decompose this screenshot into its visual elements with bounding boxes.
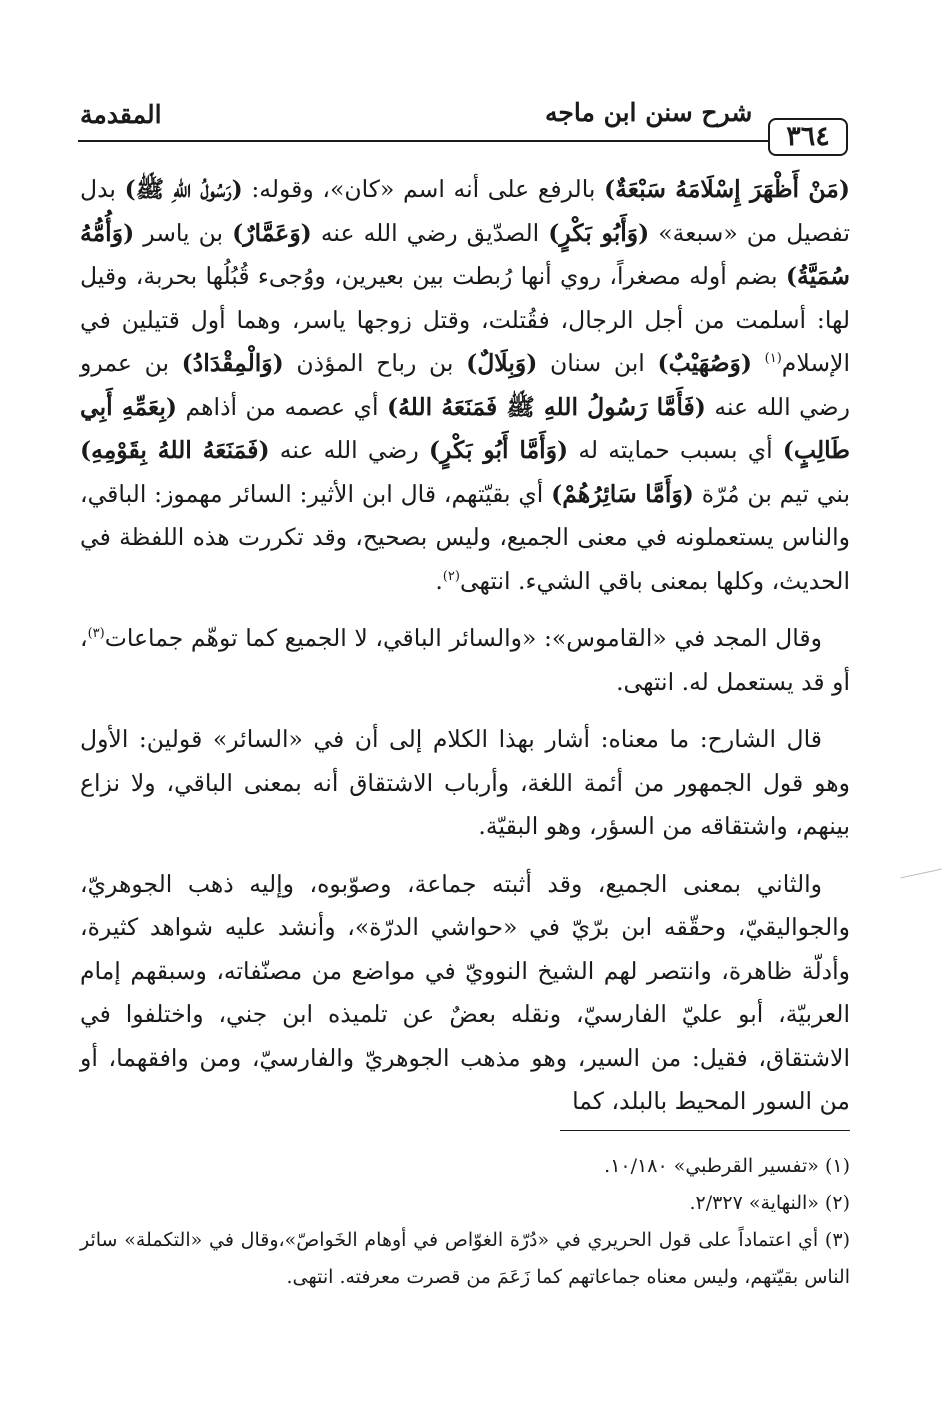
commentary-text: بني تيم بن مُرّة (693, 479, 850, 508)
hadith-quote: (وَأُمُّهُ سُمَيَّةُ) (80, 218, 850, 290)
paragraph (80, 168, 850, 603)
footnote-rule (560, 1130, 850, 1131)
commentary-text: والثاني بمعنى الجميع، وقد أثبته جماعة، وصوّبوه، وإليه ذهب الجوهريّ، والجواليقيّ، وحقّقه ابن برّيّ في «حواشي الدرّة»، وأنشد عليه شواهد كثيرة، وأدلّة ظاهرة، وانتصر لهم الشيخ النوويّ في مواضع من مصنّفاته، وسبقهم إمام العربيّة، أبو عليّ الفارسيّ، ونقله بعضٌ عن تلميذه ابن جني، واختلفوا في الاشتقاق، فقيل: من السير، وهو مذهب الجوهريّ والفارسيّ، ومن وافقهما، أو من السور المحيط بالبلد، كما (80, 869, 850, 1115)
commentary-text: أي عصمه من أذاهم (177, 392, 387, 421)
commentary-text: بالرفع على أنه اسم «كان»، وقوله: (242, 175, 605, 203)
paragraph (80, 863, 850, 1124)
hadith-quote: (وَأَمَّا أَبُو بَكْرٍ) (428, 436, 569, 464)
commentary-text: بضم أوله مصغراً، روي أنها رُبطت بين بعيرين، ووُجىء قُبُلُها بحربة، وقيل لها: أسلمت من أجل الرجال، فقُتلت، وقتل زوجها ياسر، وهما أول قتيلين في الإسلام (80, 262, 850, 377)
hadith-quote: (فَأَمَّا رَسُولُ اللهِ ﷺ فَمَنَعَهُ اللهُ) (386, 392, 706, 421)
commentary-text: بن ياسر (134, 218, 233, 247)
footnote-marker: (١) (764, 351, 782, 367)
commentary-text: بدل تفصيل من «سبعة» (80, 175, 850, 247)
footnote-marker: (٣) (87, 626, 105, 642)
commentary-text (752, 349, 765, 377)
footnote: (٣) أي اعتماداً على قول الحريري في «دُرّة الغوّاص في أوهام الخَواصّ»،وقال في «التكملة» سائر الناس بقيّتهم، وليس معناه جماعاتهم كما زَعَمَ من قصرت معرفته. انتهى. (80, 1229, 850, 1288)
hadith-quote: (وَبِلَالٌ) (466, 349, 538, 377)
hadith-quote: (وَأَمَّا سَائِرُهُمْ) (551, 479, 694, 508)
commentary-text: أي بسبب حمايته له (568, 436, 783, 464)
commentary-text: وقال المجد في «القاموس»: «والسائر الباقي، لا الجميع كما توهّم جماعات (104, 624, 822, 652)
header-rule (78, 140, 768, 142)
footnote-marker: (٢) (442, 568, 460, 584)
footnotes (80, 1148, 850, 1296)
margin-pencil-mark (900, 869, 941, 879)
hadith-quote: (وَالْمِقْدَادُ) (181, 349, 284, 377)
commentary-text: قال الشارح: ما معناه: أشار بهذا الكلام إلى أن في «السائر» قولين: الأول وهو قول الجمهور من أئمة اللغة، وأرباب الاشتقاق أنه بمعنى الباقي، ولا نزاع بينهم، واشتقاقه من السؤر، وهو البقيّة. (80, 725, 850, 840)
footnote: (١) «تفسير القرطبي» ١٠/١٨٠. (604, 1155, 850, 1177)
hadith-quote: (رَسُولُ اللهِ ﷺ) (124, 175, 243, 203)
commentary-text: الصدّيق رضي الله عنه (311, 218, 549, 247)
hadith-quote: (فَمَنَعَهُ اللهُ بِقَوْمِهِ) (80, 436, 270, 464)
paragraph (80, 718, 850, 849)
commentary-text: ابن سنان (537, 349, 658, 377)
section-title: المقدمة (80, 100, 162, 129)
main-text (80, 168, 850, 1138)
commentary-text: . (435, 566, 443, 595)
commentary-text: بن رباح المؤذن (283, 349, 467, 377)
hadith-quote: (وَعَمَّارٌ) (232, 218, 312, 247)
page-number: ٣٦٤ (768, 118, 848, 156)
footnote: (٢) «النهاية» ٢/٣٢٧. (689, 1192, 850, 1214)
commentary-text: ، أو قد يستعمل له. انتهى. (80, 624, 850, 696)
hadith-quote: (بِعَمِّهِ أَبِي طَالِبٍ) (80, 392, 850, 464)
paragraph (80, 617, 850, 704)
book-title: شرح سنن ابن ماجه (545, 98, 753, 127)
commentary-text: بن عمرو رضي الله عنه (80, 349, 850, 421)
hadith-quote: (وَأَبُو بَكْرٍ) (548, 218, 650, 247)
hadith-quote: (مَنْ أَظْهَرَ إِسْلَامَهُ سَبْعَةٌ) (604, 175, 850, 203)
hadith-quote: (وَصُهَيْبٌ) (657, 349, 752, 377)
commentary-text: أي بقيّتهم، قال ابن الأثير: السائر مهموز: الباقي، والناس يستعملونه في معنى الجميع، وليس بصحيح، وقد تكررت هذه اللفظة في الحديث، وكلها بمعنى باقي الشيء. انتهى (80, 479, 850, 595)
commentary-text: رضي الله عنه (269, 436, 429, 464)
